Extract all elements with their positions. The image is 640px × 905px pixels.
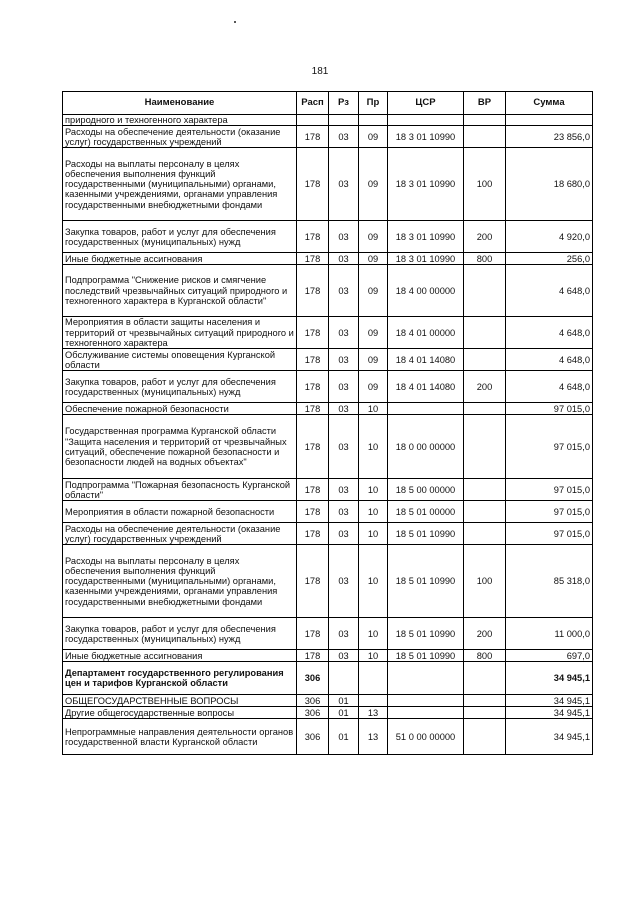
cell-vr [464, 403, 506, 415]
cell-rz [329, 662, 359, 695]
cell-sum: 97 015,0 [506, 415, 593, 479]
cell-sum: 4 648,0 [506, 371, 593, 403]
cell-rz: 03 [329, 148, 359, 221]
cell-name: Расходы на выплаты персоналу в целях обеспечения выполнения функций государственными (муниципальными) органами, казенными учреждениями, органами управления государственными внебюджетными фондами [63, 545, 297, 618]
cell-sum: 34 945,1 [506, 695, 593, 707]
cell-rz: 03 [329, 479, 359, 501]
cell-sum: 97 015,0 [506, 479, 593, 501]
cell-pr [359, 695, 388, 707]
table-row [63, 371, 593, 403]
cell-pr: 09 [359, 221, 388, 253]
cell-rz: 03 [329, 650, 359, 662]
cell-pr: 09 [359, 126, 388, 148]
cell-sum: 97 015,0 [506, 523, 593, 545]
cell-name: Государственная программа Курганской области "Защита населения и территорий от чрезвычайных ситуаций, обеспечение пожарной безопасности и безопасности людей на водных объектах" [63, 415, 297, 479]
cell-pr: 10 [359, 650, 388, 662]
cell-csr: 18 5 01 10990 [388, 650, 464, 662]
table-row [63, 317, 593, 349]
cell-pr: 10 [359, 415, 388, 479]
table-row [63, 115, 593, 126]
cell-vr: 100 [464, 545, 506, 618]
cell-csr: 18 4 01 00000 [388, 317, 464, 349]
cell-vr [464, 523, 506, 545]
cell-vr [464, 126, 506, 148]
table-row [63, 403, 593, 415]
cell-csr: 51 0 00 00000 [388, 719, 464, 755]
cell-csr: 18 3 01 10990 [388, 148, 464, 221]
cell-name: Закупка товаров, работ и услуг для обеспечения государственных (муниципальных) нужд [63, 618, 297, 650]
budget-table [62, 91, 593, 755]
cell-rasp [297, 115, 329, 126]
cell-vr [464, 719, 506, 755]
cell-pr [359, 662, 388, 695]
cell-name: Расходы на обеспечение деятельности (оказание услуг) государственных учреждений [63, 523, 297, 545]
cell-vr: 200 [464, 221, 506, 253]
cell-csr [388, 115, 464, 126]
cell-vr [464, 707, 506, 719]
cell-name: Непрограммные направления деятельности органов государственной власти Курганской области [63, 719, 297, 755]
cell-vr [464, 265, 506, 317]
table-row [63, 221, 593, 253]
cell-sum: 4 920,0 [506, 221, 593, 253]
cell-csr: 18 5 01 10990 [388, 545, 464, 618]
table-header-row [63, 92, 593, 115]
cell-rasp: 178 [297, 545, 329, 618]
cell-vr [464, 662, 506, 695]
cell-rasp: 178 [297, 523, 329, 545]
cell-csr [388, 695, 464, 707]
cell-vr: 200 [464, 618, 506, 650]
header-rz: Рз [329, 92, 359, 115]
table-row [63, 479, 593, 501]
cell-sum: 23 856,0 [506, 126, 593, 148]
cell-sum: 11 000,0 [506, 618, 593, 650]
cell-csr [388, 707, 464, 719]
cell-name: Иные бюджетные ассигнования [63, 650, 297, 662]
cell-pr: 10 [359, 523, 388, 545]
scan-speck [234, 21, 236, 23]
cell-pr: 10 [359, 545, 388, 618]
cell-name: Обеспечение пожарной безопасности [63, 403, 297, 415]
cell-rasp: 178 [297, 371, 329, 403]
table-row [63, 707, 593, 719]
cell-csr: 18 3 01 10990 [388, 126, 464, 148]
cell-rz: 03 [329, 265, 359, 317]
cell-pr: 09 [359, 349, 388, 371]
cell-pr: 09 [359, 317, 388, 349]
cell-rz: 03 [329, 221, 359, 253]
cell-sum: 18 680,0 [506, 148, 593, 221]
cell-name: Подпрограмма "Снижение рисков и смягчение последствий чрезвычайных ситуаций природного и техногенного характера в Курганской области" [63, 265, 297, 317]
cell-csr [388, 403, 464, 415]
cell-rasp: 178 [297, 618, 329, 650]
cell-rasp: 178 [297, 253, 329, 265]
cell-pr: 09 [359, 371, 388, 403]
cell-name: Подпрограмма "Пожарная безопасность Курганской области" [63, 479, 297, 501]
cell-rasp: 178 [297, 415, 329, 479]
cell-rasp: 306 [297, 695, 329, 707]
cell-rz: 03 [329, 349, 359, 371]
cell-sum [506, 115, 593, 126]
cell-rz: 03 [329, 317, 359, 349]
cell-csr: 18 3 01 10990 [388, 253, 464, 265]
cell-sum: 34 945,1 [506, 719, 593, 755]
header-rasp: Расп [297, 92, 329, 115]
cell-sum: 4 648,0 [506, 349, 593, 371]
cell-rasp: 178 [297, 501, 329, 523]
cell-rz: 03 [329, 523, 359, 545]
table-row [63, 265, 593, 317]
table-row [63, 719, 593, 755]
table-row [63, 523, 593, 545]
cell-sum: 4 648,0 [506, 317, 593, 349]
cell-pr [359, 115, 388, 126]
table-row [63, 148, 593, 221]
cell-name: Иные бюджетные ассигнования [63, 253, 297, 265]
table-row [63, 126, 593, 148]
cell-rz: 01 [329, 695, 359, 707]
header-name: Наименование [63, 92, 297, 115]
cell-vr: 800 [464, 650, 506, 662]
header-pr: Пр [359, 92, 388, 115]
header-sum: Сумма [506, 92, 593, 115]
cell-vr [464, 501, 506, 523]
cell-pr: 10 [359, 501, 388, 523]
cell-rasp: 178 [297, 650, 329, 662]
cell-csr: 18 5 01 00000 [388, 501, 464, 523]
cell-vr [464, 479, 506, 501]
cell-pr: 10 [359, 403, 388, 415]
cell-name: Другие общегосударственные вопросы [63, 707, 297, 719]
cell-csr: 18 0 00 00000 [388, 415, 464, 479]
cell-vr [464, 115, 506, 126]
cell-csr: 18 3 01 10990 [388, 221, 464, 253]
cell-name: Мероприятия в области пожарной безопасности [63, 501, 297, 523]
cell-name: природного и техногенного характера [63, 115, 297, 126]
cell-vr: 800 [464, 253, 506, 265]
cell-pr: 09 [359, 148, 388, 221]
table-row [63, 618, 593, 650]
cell-csr: 18 5 01 10990 [388, 523, 464, 545]
cell-name: Обслуживание системы оповещения Курганской области [63, 349, 297, 371]
cell-name: ОБЩЕГОСУДАРСТВЕННЫЕ ВОПРОСЫ [63, 695, 297, 707]
cell-rz: 03 [329, 618, 359, 650]
cell-rz: 03 [329, 403, 359, 415]
table-row [63, 349, 593, 371]
header-csr: ЦСР [388, 92, 464, 115]
cell-sum: 85 318,0 [506, 545, 593, 618]
cell-pr: 09 [359, 253, 388, 265]
cell-vr: 100 [464, 148, 506, 221]
cell-rz: 03 [329, 371, 359, 403]
table-row [63, 501, 593, 523]
cell-rasp: 178 [297, 148, 329, 221]
cell-rasp: 178 [297, 317, 329, 349]
table-row [63, 415, 593, 479]
header-vr: ВР [464, 92, 506, 115]
cell-csr: 18 5 01 10990 [388, 618, 464, 650]
cell-rasp: 178 [297, 479, 329, 501]
cell-vr: 200 [464, 371, 506, 403]
cell-csr: 18 4 00 00000 [388, 265, 464, 317]
cell-rasp: 178 [297, 403, 329, 415]
cell-vr [464, 349, 506, 371]
cell-rz: 03 [329, 501, 359, 523]
cell-rz: 03 [329, 545, 359, 618]
cell-rasp: 178 [297, 126, 329, 148]
cell-pr: 10 [359, 618, 388, 650]
cell-rz [329, 115, 359, 126]
cell-rasp: 178 [297, 221, 329, 253]
table-row [63, 545, 593, 618]
cell-pr: 13 [359, 719, 388, 755]
cell-csr: 18 4 01 14080 [388, 371, 464, 403]
cell-sum: 97 015,0 [506, 501, 593, 523]
cell-pr: 10 [359, 479, 388, 501]
cell-name: Мероприятия в области защиты населения и территорий от чрезвычайных ситуаций природного и техногенного характера [63, 317, 297, 349]
cell-rasp: 306 [297, 719, 329, 755]
cell-rasp: 178 [297, 265, 329, 317]
cell-vr [464, 317, 506, 349]
cell-rasp: 306 [297, 707, 329, 719]
cell-rasp: 306 [297, 662, 329, 695]
cell-sum: 97 015,0 [506, 403, 593, 415]
cell-name: Департамент государственного регулирования цен и тарифов Курганской области [63, 662, 297, 695]
cell-name: Расходы на обеспечение деятельности (оказание услуг) государственных учреждений [63, 126, 297, 148]
cell-pr: 09 [359, 265, 388, 317]
cell-vr [464, 415, 506, 479]
cell-vr [464, 695, 506, 707]
cell-csr: 18 5 00 00000 [388, 479, 464, 501]
cell-name: Закупка товаров, работ и услуг для обеспечения государственных (муниципальных) нужд [63, 221, 297, 253]
cell-csr [388, 662, 464, 695]
cell-rz: 03 [329, 415, 359, 479]
table-row [63, 662, 593, 695]
cell-sum: 34 945,1 [506, 662, 593, 695]
cell-sum: 34 945,1 [506, 707, 593, 719]
cell-rz: 03 [329, 126, 359, 148]
cell-sum: 4 648,0 [506, 265, 593, 317]
cell-rz: 01 [329, 707, 359, 719]
cell-pr: 13 [359, 707, 388, 719]
page-number: 181 [311, 66, 329, 77]
cell-sum: 697,0 [506, 650, 593, 662]
cell-name: Расходы на выплаты персоналу в целях обеспечения выполнения функций государственными (муниципальными) органами, казенными учреждениями, органами управления государственными внебюджетными фондами [63, 148, 297, 221]
cell-rasp: 178 [297, 349, 329, 371]
cell-csr: 18 4 01 14080 [388, 349, 464, 371]
cell-rz: 03 [329, 253, 359, 265]
table-row [63, 650, 593, 662]
table-row [63, 253, 593, 265]
cell-sum: 256,0 [506, 253, 593, 265]
cell-name: Закупка товаров, работ и услуг для обеспечения государственных (муниципальных) нужд [63, 371, 297, 403]
table-row [63, 695, 593, 707]
cell-rz: 01 [329, 719, 359, 755]
